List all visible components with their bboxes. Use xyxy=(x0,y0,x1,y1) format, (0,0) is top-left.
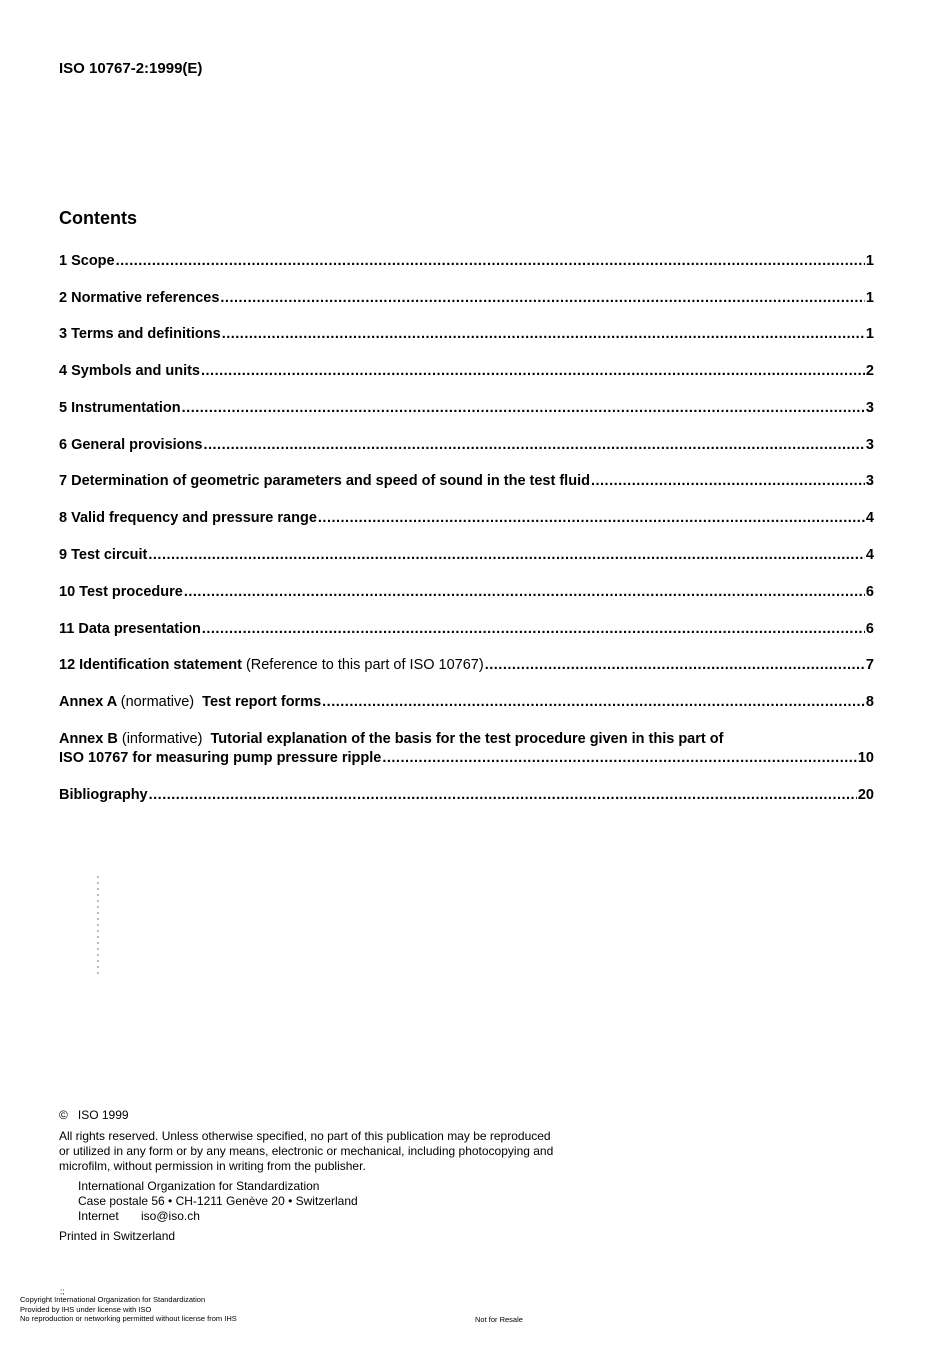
toc-page-number: 3 xyxy=(865,437,874,453)
toc-entry-title: Test report forms xyxy=(202,694,322,710)
rights-statement xyxy=(59,1129,619,1174)
footer-license-line: No reproduction or networking permitted without license from IHS xyxy=(20,1314,237,1323)
toc-entry-title-continued: ISO 10767 for measuring pump pressure ripple xyxy=(59,750,382,766)
dot-leader xyxy=(318,509,865,528)
toc-entry-label: 5 Instrumentation xyxy=(59,400,181,416)
toc-entry-frequency-pressure-range[interactable] xyxy=(59,509,874,546)
toc-entry-bibliography[interactable] xyxy=(59,786,874,823)
dot-leader xyxy=(322,693,865,712)
toc-entry-label: 7 Determination of geometric parameters and speed of sound in the test fluid xyxy=(59,473,590,489)
toc-entry-label: 1 Scope xyxy=(59,253,115,269)
not-for-resale: Not for Resale xyxy=(475,1315,523,1324)
org-name: International Organization for Standardization xyxy=(78,1179,320,1193)
dot-leader xyxy=(203,436,864,455)
toc-page-number: 4 xyxy=(865,510,874,526)
postal-address: Case postale 56 • CH-1211 Genève 20 • Switzerland xyxy=(78,1194,358,1208)
toc-page-number: 3 xyxy=(865,400,874,416)
toc-page-number: 6 xyxy=(865,584,874,600)
toc-entry-label: 4 Symbols and units xyxy=(59,363,200,379)
toc-entry-title: Tutorial explanation of the basis for the test procedure given in this part of xyxy=(210,731,724,747)
copyright-line: ISO 1999 xyxy=(77,1108,129,1122)
toc-entry-label: 10 Test procedure xyxy=(59,584,183,600)
toc-entry-terms-and-definitions[interactable] xyxy=(59,325,874,362)
toc-page-number: 6 xyxy=(865,621,874,637)
toc-page-number: 1 xyxy=(865,326,874,342)
license-footer xyxy=(20,1288,237,1324)
toc-entry-symbols-and-units[interactable] xyxy=(59,362,874,399)
dot-leader xyxy=(222,325,865,344)
toc-entry-label: Annex B xyxy=(59,731,118,747)
copyright-symbol: © xyxy=(59,1108,68,1122)
toc-page-number: 1 xyxy=(865,253,874,269)
toc-entry-label: 12 Identification statement xyxy=(59,657,242,673)
copyright-notice xyxy=(59,1108,619,1123)
toc-entry-label: 11 Data presentation xyxy=(59,621,201,637)
internet-label: Internet xyxy=(78,1209,119,1223)
dot-leader xyxy=(202,620,865,639)
toc-entry-data-presentation[interactable] xyxy=(59,620,874,656)
publisher-address xyxy=(78,1179,619,1224)
toc-entry-scope[interactable] xyxy=(59,252,874,289)
toc-entry-identification-statement[interactable] xyxy=(59,656,874,693)
toc-entry-annex-b[interactable] xyxy=(59,730,874,786)
dot-leader xyxy=(116,252,865,271)
toc-page-number: 3 xyxy=(865,473,874,489)
copyright-block xyxy=(59,1108,619,1244)
document-id: ISO 10767-2:1999(E) xyxy=(59,60,203,77)
toc-entry-note: (Reference to this part of ISO 10767) xyxy=(245,657,484,673)
toc-page-number: 4 xyxy=(865,547,874,563)
toc-entry-label: 2 Normative references xyxy=(59,290,220,306)
toc-entry-test-procedure[interactable] xyxy=(59,583,874,620)
toc-entry-annex-a[interactable] xyxy=(59,693,874,730)
printed-in: Printed in Switzerland xyxy=(59,1229,176,1243)
toc-entry-instrumentation[interactable] xyxy=(59,399,874,436)
dot-leader xyxy=(182,399,865,418)
dot-leader xyxy=(201,362,865,381)
toc-page-number: 2 xyxy=(865,363,874,379)
toc-page-number: 8 xyxy=(865,694,874,710)
rights-line: or utilized in any form or by any means, electronic or mechanical, including photocopying and xyxy=(59,1144,554,1158)
toc-entry-general-provisions[interactable] xyxy=(59,436,874,472)
rights-line: microfilm, without permission in writing from the publisher. xyxy=(59,1159,366,1173)
toc-entry-label: 3 Terms and definitions xyxy=(59,326,221,342)
contents-heading: Contents xyxy=(59,208,137,228)
toc-page-number: 7 xyxy=(865,657,874,673)
dot-leader xyxy=(220,289,865,308)
toc-entry-normative-references[interactable] xyxy=(59,289,874,325)
dot-leader xyxy=(148,546,865,565)
toc-entry-label: 8 Valid frequency and pressure range xyxy=(59,510,317,526)
footer-provider-line: Provided by IHS under license with ISO xyxy=(20,1304,152,1314)
scan-artifact xyxy=(97,876,99,974)
toc-entry-label: Annex A xyxy=(59,694,117,710)
dot-leader xyxy=(591,472,865,491)
toc-page-number: 10 xyxy=(857,750,874,766)
toc-entry-test-circuit[interactable] xyxy=(59,546,874,583)
email-link[interactable]: iso@iso.ch xyxy=(141,1209,200,1223)
footer-copyright-line: Copyright International Organization for Standardization xyxy=(20,1295,206,1304)
toc-entry-label: 6 General provisions xyxy=(59,437,203,453)
dot-leader xyxy=(485,656,865,675)
toc-entry-geometric-parameters[interactable] xyxy=(59,472,874,509)
table-of-contents xyxy=(59,252,874,823)
dot-leader xyxy=(184,583,865,602)
toc-entry-label: 9 Test circuit xyxy=(59,547,148,563)
toc-page-number: 1 xyxy=(865,290,874,306)
toc-entry-note: (normative) xyxy=(120,694,195,710)
dot-leader xyxy=(382,749,857,768)
footer-marks: :; xyxy=(60,1287,65,1296)
toc-entry-note: (informative) xyxy=(121,731,203,747)
toc-entry-label: Bibliography xyxy=(59,787,148,803)
rights-line: All rights reserved. Unless otherwise specified, no part of this publication may be reproduced xyxy=(59,1129,551,1143)
toc-page-number: 20 xyxy=(857,787,874,803)
dot-leader xyxy=(149,786,857,805)
